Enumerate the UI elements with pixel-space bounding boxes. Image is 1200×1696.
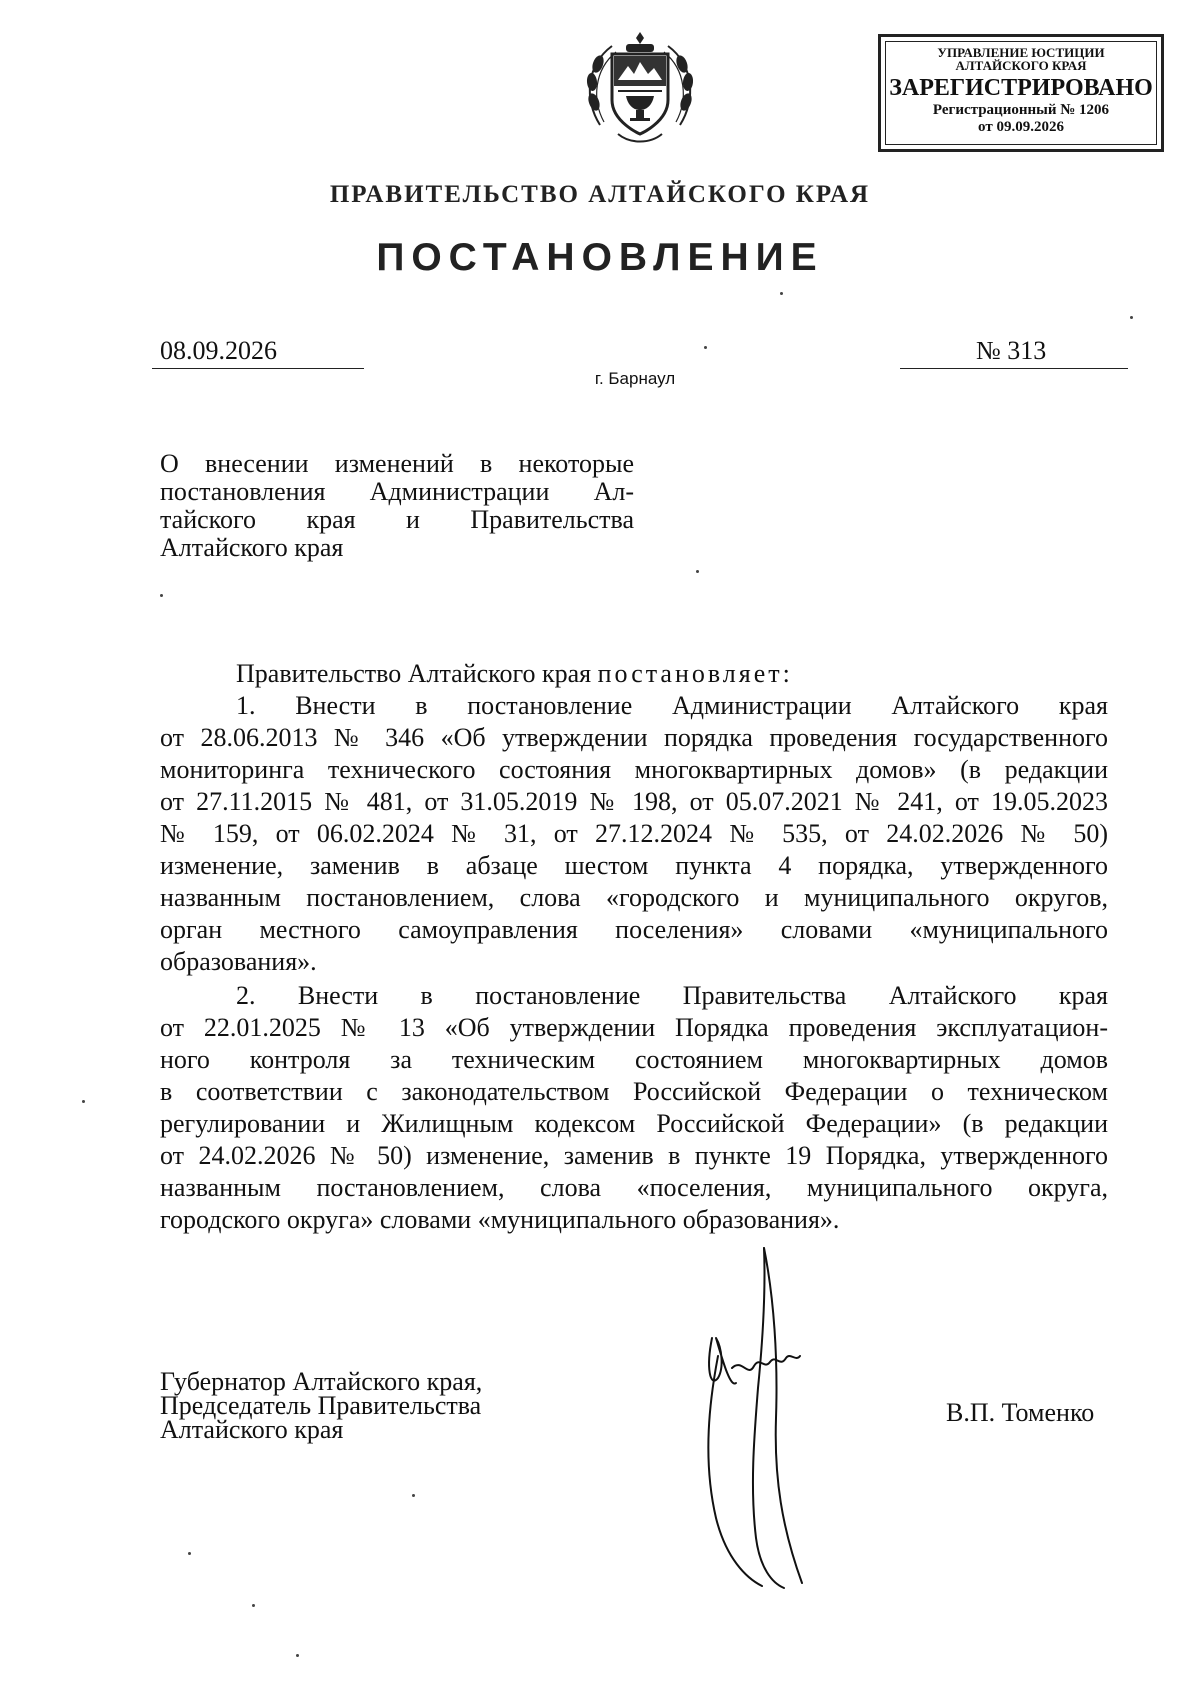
body-line: № 159, от 06.02.2024 № 31, от 27.12.2024 № 535, от 24.02.2026 № 50) bbox=[160, 819, 1108, 848]
subject-line: постановления Администрации Ал- bbox=[160, 477, 634, 506]
subject-line: О внесении изменений в некоторые bbox=[160, 449, 634, 478]
scan-speck bbox=[704, 346, 707, 349]
stamp-org-line1: УПРАВЛЕНИЕ ЮСТИЦИИ bbox=[937, 45, 1105, 60]
scan-speck bbox=[780, 292, 783, 295]
scan-speck bbox=[252, 1604, 255, 1607]
signatory-name: В.П. Томенко bbox=[946, 1398, 1095, 1427]
scan-speck bbox=[82, 1100, 85, 1103]
coat-of-arms-icon bbox=[578, 30, 702, 154]
preamble-emphasis: постановляет: bbox=[597, 659, 793, 688]
handwritten-signature-icon bbox=[692, 1238, 852, 1598]
position-line: Председатель Правительства bbox=[160, 1391, 482, 1420]
position-line: Губернатор Алтайского края, bbox=[160, 1367, 483, 1396]
registration-stamp bbox=[878, 34, 1164, 152]
body-line: от 22.01.2025 № 13 «Об утверждении Порядка проведения эксплуатацион- bbox=[160, 1013, 1108, 1042]
scan-speck bbox=[188, 1552, 191, 1555]
position-line: Алтайского края bbox=[160, 1415, 344, 1444]
scan-speck bbox=[696, 570, 699, 573]
body-line: мониторинга технического состояния многоквартирных домов» (в редакции bbox=[160, 755, 1108, 784]
scan-speck bbox=[412, 1494, 415, 1497]
scan-speck bbox=[1130, 316, 1133, 319]
body-line: 1. Внести в постановление Администрации Алтайского края bbox=[236, 691, 1108, 720]
body-line: в соответствии с законодательством Российской Федерации о техническом bbox=[160, 1077, 1108, 1106]
body-line: 2. Внести в постановление Правительства Алтайского края bbox=[236, 981, 1108, 1010]
preamble-text: Правительство Алтайского края bbox=[236, 659, 592, 688]
preamble bbox=[236, 658, 1184, 690]
body-line: орган местного самоуправления поселения» словами «муниципального bbox=[160, 915, 1108, 944]
body-line: от 24.02.2026 № 50) изменение, заменив в пункте 19 Порядка, утвержденного bbox=[160, 1141, 1108, 1170]
body-line: регулировании и Жилищным кодексом Российской Федерации» (в редакции bbox=[160, 1109, 1108, 1138]
stamp-org-line2: АЛТАЙСКОГО КРАЯ bbox=[955, 58, 1087, 73]
city: г. Барнаул bbox=[594, 369, 676, 388]
document-number: № 313 bbox=[976, 336, 1047, 365]
body-line: образования». bbox=[160, 947, 317, 976]
scan-speck bbox=[296, 1654, 299, 1657]
scan-speck bbox=[160, 594, 163, 597]
body-line: от 27.11.2015 № 481, от 31.05.2019 № 198, от 05.07.2021 № 241, от 19.05.2023 bbox=[160, 787, 1108, 816]
stamp-status: ЗАРЕГИСТРИРОВАНО bbox=[889, 75, 1153, 101]
stamp-reg-date: от 09.09.2026 bbox=[978, 119, 1064, 135]
body-line: ного контроля за техническим состоянием многоквартирных домов bbox=[160, 1045, 1108, 1074]
document-type: ПОСТАНОВЛЕНИЕ bbox=[376, 236, 824, 279]
stamp-reg-number: Регистрационный № 1206 bbox=[932, 102, 1110, 118]
body-line: городского округа» словами «муниципального образования». bbox=[160, 1205, 840, 1234]
government-title: ПРАВИТЕЛЬСТВО АЛТАЙСКОГО КРАЯ bbox=[329, 181, 871, 208]
body-line: от 28.06.2013 № 346 «Об утверждении порядка проведения государственного bbox=[160, 723, 1108, 752]
subject-line: Алтайского края bbox=[160, 533, 344, 562]
body-line: названным постановлением, слова «поселения, муниципального округа, bbox=[160, 1173, 1108, 1202]
body-line: названным постановлением, слова «городского и муниципального округов, bbox=[160, 883, 1108, 912]
document-date: 08.09.2026 bbox=[160, 336, 277, 365]
body-line: изменение, заменив в абзаце шестом пункта 4 порядка, утвержденного bbox=[160, 851, 1108, 880]
subject-line: тайского края и Правительства bbox=[160, 505, 634, 534]
